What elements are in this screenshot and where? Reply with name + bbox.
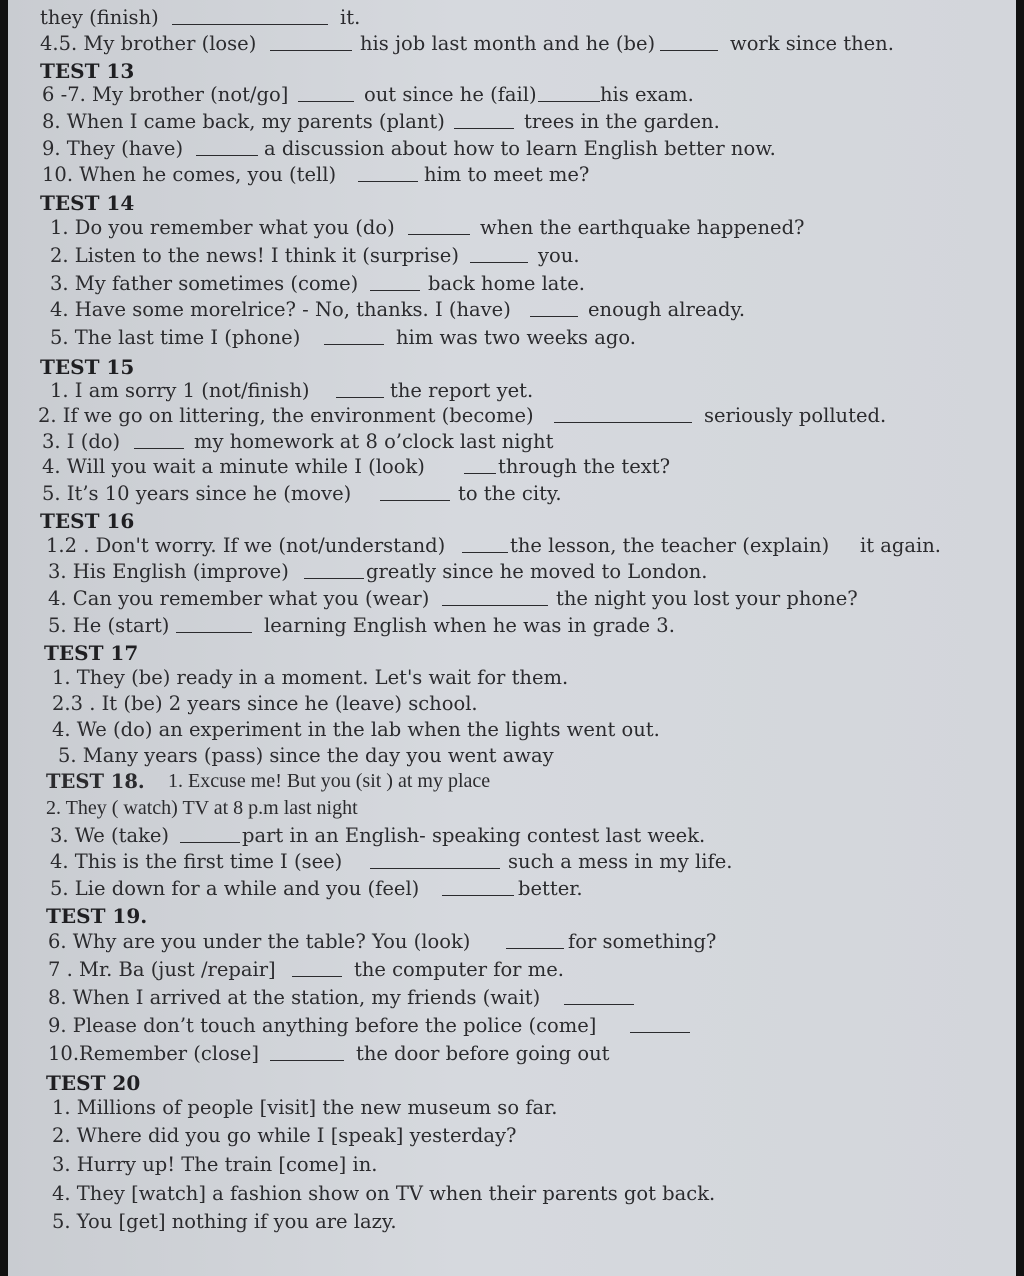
line-text: out since he (fail) [364, 83, 537, 106]
line-text: 1.2 . Don't worry. If we (not/understand) [46, 534, 446, 557]
exercise-line [8, 480, 1016, 507]
line-text: learning English when he was in grade 3. [264, 614, 675, 637]
line-text: to the city. [458, 482, 562, 505]
exercise-line [8, 984, 1016, 1011]
line-text: seriously polluted. [704, 404, 887, 427]
test-heading: TEST 15 [40, 355, 135, 379]
answer-blank[interactable] [370, 270, 420, 291]
exercise-line [8, 822, 1016, 849]
test-heading: TEST 16 [40, 509, 135, 533]
line-text: 9. Please don’t touch anything before the police (come] [48, 1014, 597, 1037]
answer-blank[interactable] [298, 81, 354, 102]
line-text: 1. I am sorry 1 (not/finish) [50, 379, 310, 402]
line-text: 5. The last time I (phone) [50, 326, 301, 349]
exercise-line [8, 716, 1016, 743]
exercise-line [8, 242, 1016, 269]
line-text: part in an English- speaking contest last week. [242, 824, 706, 847]
exercise-line [8, 4, 1016, 31]
line-text: 1. Do you remember what you (do) [50, 216, 395, 239]
exercise-line [8, 1208, 1016, 1235]
line-text: when the earthquake happened? [480, 216, 805, 239]
exercise-line [8, 377, 1016, 404]
line-text: 6. Why are you under the table? You (look) [48, 930, 471, 953]
answer-blank[interactable] [324, 324, 384, 345]
answer-blank[interactable] [470, 242, 528, 263]
line-text: the door before going out [356, 1042, 610, 1065]
exercise-line [8, 135, 1016, 162]
answer-blank[interactable] [270, 1040, 344, 1061]
line-text: 2. Where did you go while I [speak] yesterday? [52, 1124, 517, 1147]
test-heading: TEST 17 [44, 641, 139, 665]
exercise-line [8, 956, 1016, 983]
line-text: 4. They [watch] a fashion show on TV when their parents got back. [52, 1182, 716, 1205]
answer-blank[interactable] [196, 135, 258, 156]
worksheet-page [8, 0, 1016, 1276]
line-text: you. [538, 244, 580, 267]
answer-blank[interactable] [442, 875, 514, 896]
line-text: 9. They (have) [42, 137, 184, 160]
line-text: enough already. [588, 298, 746, 321]
line-text: 1. Excuse me! But you (sit ) at my place [168, 770, 491, 792]
exercise-line [8, 1180, 1016, 1207]
line-text: 2. Listen to the news! I think it (surprise) [50, 244, 459, 267]
line-text: through the text? [498, 455, 671, 478]
line-text: 3. I (do) [42, 430, 121, 453]
exercise-line [8, 558, 1016, 585]
answer-blank[interactable] [180, 822, 240, 843]
answer-blank[interactable] [554, 402, 692, 423]
answer-blank[interactable] [506, 928, 564, 949]
line-text: 1. Millions of people [visit] the new museum so far. [52, 1096, 558, 1119]
answer-blank[interactable] [464, 453, 496, 474]
exercise-line [8, 532, 1016, 559]
line-text: work since then. [730, 32, 894, 55]
line-text: 1. They (be) ready in a moment. Let's wait for them. [52, 666, 569, 689]
line-text: 8. When I arrived at the station, my friends (wait) [48, 986, 541, 1009]
line-text: his exam. [600, 83, 694, 106]
line-text: 5. He (start) [48, 614, 170, 637]
answer-blank[interactable] [292, 956, 342, 977]
line-text: it again. [860, 534, 941, 557]
line-text: my homework at 8 o’clock last night [194, 430, 554, 453]
answer-blank[interactable] [380, 480, 450, 501]
answer-blank[interactable] [454, 108, 514, 129]
line-text: the report yet. [390, 379, 534, 402]
line-text: 3. His English (improve) [48, 560, 289, 583]
line-text: 5. It’s 10 years since he (move) [42, 482, 352, 505]
exercise-line [8, 108, 1016, 135]
line-text: the computer for me. [354, 958, 564, 981]
line-text: for something? [568, 930, 717, 953]
answer-blank[interactable] [172, 4, 328, 25]
answer-blank[interactable] [538, 81, 600, 102]
line-text: 3. My father sometimes (come) [50, 272, 359, 295]
line-text: 4. This is the first time I (see) [50, 850, 343, 873]
line-text: 4. Have some morelrice? - No, thanks. I (have) [50, 298, 511, 321]
line-text: such a mess in my life. [508, 850, 733, 873]
line-text: 10.Remember (close] [48, 1042, 259, 1065]
answer-blank[interactable] [408, 214, 470, 235]
answer-blank[interactable] [134, 428, 184, 449]
exercise-line [8, 453, 1016, 480]
test-heading: TEST 19. [46, 904, 148, 928]
test-heading: TEST 14 [40, 191, 135, 215]
answer-blank[interactable] [442, 585, 548, 606]
line-text: the night you lost your phone? [556, 587, 858, 610]
answer-blank[interactable] [462, 532, 508, 553]
answer-blank[interactable] [336, 377, 384, 398]
line-text: 5. Many years (pass) since the day you went away [58, 744, 554, 767]
line-text: 6 -7. My brother (not/go] [42, 83, 289, 106]
line-text: it. [340, 6, 361, 29]
exercise-line [8, 768, 1016, 795]
exercise-line [8, 296, 1016, 323]
line-text: better. [518, 877, 583, 900]
line-text: trees in the garden. [524, 110, 720, 133]
line-text: 2.3 . It (be) 2 years since he (leave) school. [52, 692, 478, 715]
line-text: 3. We (take) [50, 824, 170, 847]
exercise-line [8, 324, 1016, 351]
exercise-line [8, 1151, 1016, 1178]
exercise-line [8, 742, 1016, 769]
answer-blank[interactable] [176, 612, 252, 633]
line-text: 7 . Mr. Ba (just /repair] [48, 958, 276, 981]
line-text: 4.5. My brother (lose) [40, 32, 257, 55]
exercise-line [8, 875, 1016, 902]
exercise-line [8, 612, 1016, 639]
line-text: greatly since he moved to London. [366, 560, 708, 583]
exercise-line [8, 1094, 1016, 1121]
line-text: a discussion about how to learn English better now. [264, 137, 776, 160]
answer-blank[interactable] [370, 848, 500, 869]
line-text: 10. When he comes, you (tell) [42, 163, 337, 186]
exercise-line [8, 690, 1016, 717]
line-text: 4. Can you remember what you (wear) [48, 587, 430, 610]
test-heading: TEST 18. [46, 770, 145, 793]
exercise-line [8, 664, 1016, 691]
line-text: him to meet me? [424, 163, 590, 186]
exercise-line [8, 1040, 1016, 1067]
line-text: 5. You [get] nothing if you are lazy. [52, 1210, 397, 1233]
line-text: him was two weeks ago. [396, 326, 636, 349]
line-text: back home late. [428, 272, 586, 295]
line-text: his job last month and he (be) [360, 32, 656, 55]
exercise-line [8, 428, 1016, 455]
answer-blank[interactable] [304, 558, 364, 579]
exercise-line [8, 1012, 1016, 1039]
answer-blank[interactable] [630, 1012, 690, 1033]
exercise-line [8, 214, 1016, 241]
exercise-line [8, 928, 1016, 955]
test-heading: TEST 13 [40, 59, 135, 83]
answer-blank[interactable] [564, 984, 634, 1005]
answer-blank[interactable] [660, 30, 718, 51]
test-heading: TEST 20 [46, 1071, 141, 1095]
answer-blank[interactable] [530, 296, 578, 317]
exercise-line [8, 270, 1016, 297]
line-text: 5. Lie down for a while and you (feel) [50, 877, 420, 900]
answer-blank[interactable] [270, 30, 352, 51]
line-text: the lesson, the teacher (explain) [510, 534, 830, 557]
answer-blank[interactable] [358, 161, 418, 182]
line-text: 2. They ( watch) TV at 8 p.m last night [46, 797, 358, 819]
line-text: 3. Hurry up! The train [come] in. [52, 1153, 378, 1176]
exercise-line [8, 161, 1016, 188]
exercise-line [8, 1122, 1016, 1149]
line-text: 8. When I came back, my parents (plant) [42, 110, 445, 133]
exercise-line [8, 795, 1016, 822]
exercise-line [8, 30, 1016, 57]
exercise-line [8, 81, 1016, 108]
line-text: 4. Will you wait a minute while I (look) [42, 455, 425, 478]
line-text: 4. We (do) an experiment in the lab when the lights went out. [52, 718, 660, 741]
exercise-line [8, 585, 1016, 612]
exercise-line [8, 848, 1016, 875]
exercise-line [8, 402, 1016, 429]
line-text: 2. If we go on littering, the environment (become) [38, 404, 534, 427]
line-text: they (finish) [40, 6, 159, 29]
